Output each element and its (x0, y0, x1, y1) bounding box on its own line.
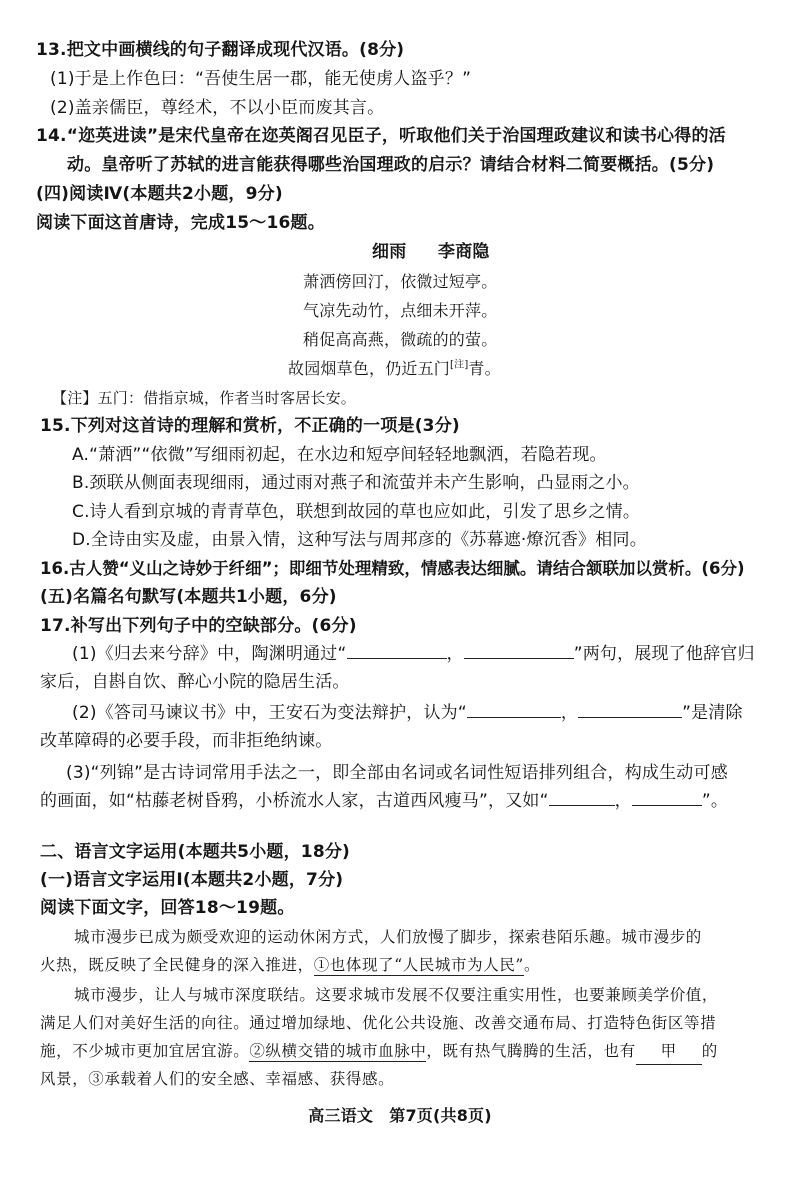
passage-p1-line-2-start: 火热，既反映了全民健身的深入推进， (40, 956, 314, 974)
q17-blank-6[interactable] (632, 789, 702, 806)
q17-item-1-cont: 家后，自斟自饮、醉心小院的隐居生活。 (40, 672, 350, 692)
poem-line-3: 稍促高高燕，微疏的的萤。 (303, 330, 498, 349)
poem-line-4-start: 故园烟草色，仍近五门 (288, 359, 451, 378)
underlined-sentence-2: ②纵横交错的城市血脉中 (249, 1042, 427, 1060)
passage-p2-line-3 (40, 1039, 718, 1065)
q17-item-3-cont (40, 789, 728, 813)
q17-item-1-end: ”两句，展现了他辞官归 (573, 644, 755, 664)
poem-line-2: 气凉先动竹，点细未开萍。 (303, 301, 498, 320)
passage-p2-line-2: 满足人们对美好生活的向往。通过增加绿地、优化公共设施、改善交通布局、打造特色街区等措 (40, 1014, 717, 1032)
passage-p2-line-4: 风景，③承载着人们的安全感、幸福感、获得感。 (40, 1070, 395, 1088)
q17-item-2-start: (2)《答司马谏议书》中，王安石为变法辩护，认为“ (72, 703, 467, 723)
poem-line-4 (288, 357, 501, 381)
q13-stem: 13.把文中画横线的句子翻译成现代汉语。(8分) (36, 40, 405, 60)
poem-note: 【注】五门：借指京城，作者当时客居长安。 (52, 389, 357, 407)
q17-blank-5[interactable] (549, 789, 615, 806)
section-4-intro: 阅读下面这首唐诗，完成15～16题。 (36, 213, 325, 233)
q17-item-3-comma: ， (614, 791, 632, 811)
passage-p2-line-3-end: 的 (701, 1042, 718, 1060)
q17-item-3-end: ”。 (701, 791, 729, 811)
section-5-heading: (五)名篇名句默写(本题共1小题，6分) (40, 587, 337, 607)
q17-stem: 17.补写出下列句子中的空缺部分。(6分) (40, 616, 357, 636)
q17-item-1 (72, 642, 755, 666)
q17-blank-1[interactable] (347, 642, 447, 659)
page-footer: 高三语文 第7页(共8页) (308, 1106, 492, 1125)
part-2-sub-1-heading: (一)语言文字运用Ⅰ(本题共2小题，7分) (40, 870, 344, 890)
q17-blank-3[interactable] (467, 701, 561, 718)
q17-item-3-start: 的画面，如“枯藤老树昏鸦，小桥流水人家，古道西风瘦马”，又如“ (40, 791, 549, 811)
q16-stem: 16.古人赞“义山之诗妙于纤细”；即细节处理精致，情感表达细腻。请结合颔联加以赏析。(6分) (40, 559, 745, 578)
q15-option-d: D.全诗由实及虚，由景入情，这种写法与周邦彦的《苏幕遮·燎沉香》相同。 (72, 530, 647, 550)
q17-item-3: (3)“列锦”是古诗词常用手法之一，即全部由名词或名词性短语排列组合，构成生动可感 (66, 763, 728, 783)
passage-p2-line-3-start: 施，不少城市更加宜居宜游。 (40, 1042, 250, 1060)
passage-p1-line-2-end: 。 (523, 956, 541, 974)
section-4-heading: (四)阅读Ⅳ(本题共2小题，9分) (36, 184, 283, 204)
poem-author: 李商隐 (438, 242, 490, 262)
poem-line-1: 萧洒傍回汀，依微过短亭。 (303, 272, 498, 291)
passage-p1-line-1: 城市漫步已成为颇受欢迎的运动休闲方式，人们放慢了脚步，探索巷陌乐趣。城市漫步的 (74, 928, 702, 946)
passage-p2-line-3-mid: ，既有热气腾腾的生活，也有 (426, 1042, 636, 1060)
q17-item-1-start: (1)《归去来兮辞》中，陶渊明通过“ (72, 644, 347, 664)
q17-item-2 (72, 701, 743, 725)
q15-option-a: A.“萧洒”“依微”写细雨初起，在水边和短亭间轻轻地飘洒，若隐若现。 (72, 445, 607, 465)
q15-option-b: B.颈联从侧面表现细雨，通过雨对燕子和流萤并未产生影响，凸显雨之小。 (72, 473, 640, 493)
q17-blank-4[interactable] (578, 701, 682, 718)
q17-item-2-cont: 改革障碍的必要手段，而非拒绝纳谏。 (40, 731, 333, 751)
q17-blank-2[interactable] (464, 642, 574, 659)
q13-sentence-1: (1)于是上作色曰：“吾使生居一郡，能无使虏人盗乎？” (50, 69, 472, 89)
q14-line-1: 14.“迩英进读”是宋代皇帝在迩英阁召见臣子，听取他们关于治国理政建议和读书心得的活 (36, 126, 726, 146)
blank-jia[interactable]: 甲 (636, 1039, 702, 1065)
poem-title: 细雨 (372, 242, 407, 262)
passage-p1-line-2 (40, 953, 540, 977)
part-2-intro: 阅读下面文字，回答18～19题。 (40, 898, 295, 918)
q17-item-1-comma: ， (446, 644, 464, 664)
q15-stem: 15.下列对这首诗的理解和赏析，不正确的一项是(3分) (40, 416, 460, 436)
poem-note-marker: [注] (450, 359, 469, 371)
q17-item-2-end: ”是清除 (682, 703, 743, 723)
q13-sentence-2: (2)盖亲儒臣，尊经术，不以小臣而废其言。 (50, 98, 385, 118)
q15-option-c: C.诗人看到京城的青青草色，联想到故园的草也应如此，引发了思乡之情。 (72, 502, 641, 522)
poem-line-4-end: 青。 (468, 359, 501, 378)
underlined-sentence-1: ①也体现了“人民城市为人民” (313, 956, 524, 974)
part-2-heading: 二、语言文字运用(本题共5小题，18分) (40, 842, 351, 862)
q14-line-2: 动。皇帝听了苏轼的进言能获得哪些治国理政的启示？请结合材料二简要概括。(5分) (67, 155, 715, 175)
q17-item-2-comma: ， (560, 703, 579, 723)
passage-p2-line-1: 城市漫步，让人与城市深度联结。这要求城市发展不仅要注重实用性，也要兼顾美学价值， (74, 986, 719, 1004)
